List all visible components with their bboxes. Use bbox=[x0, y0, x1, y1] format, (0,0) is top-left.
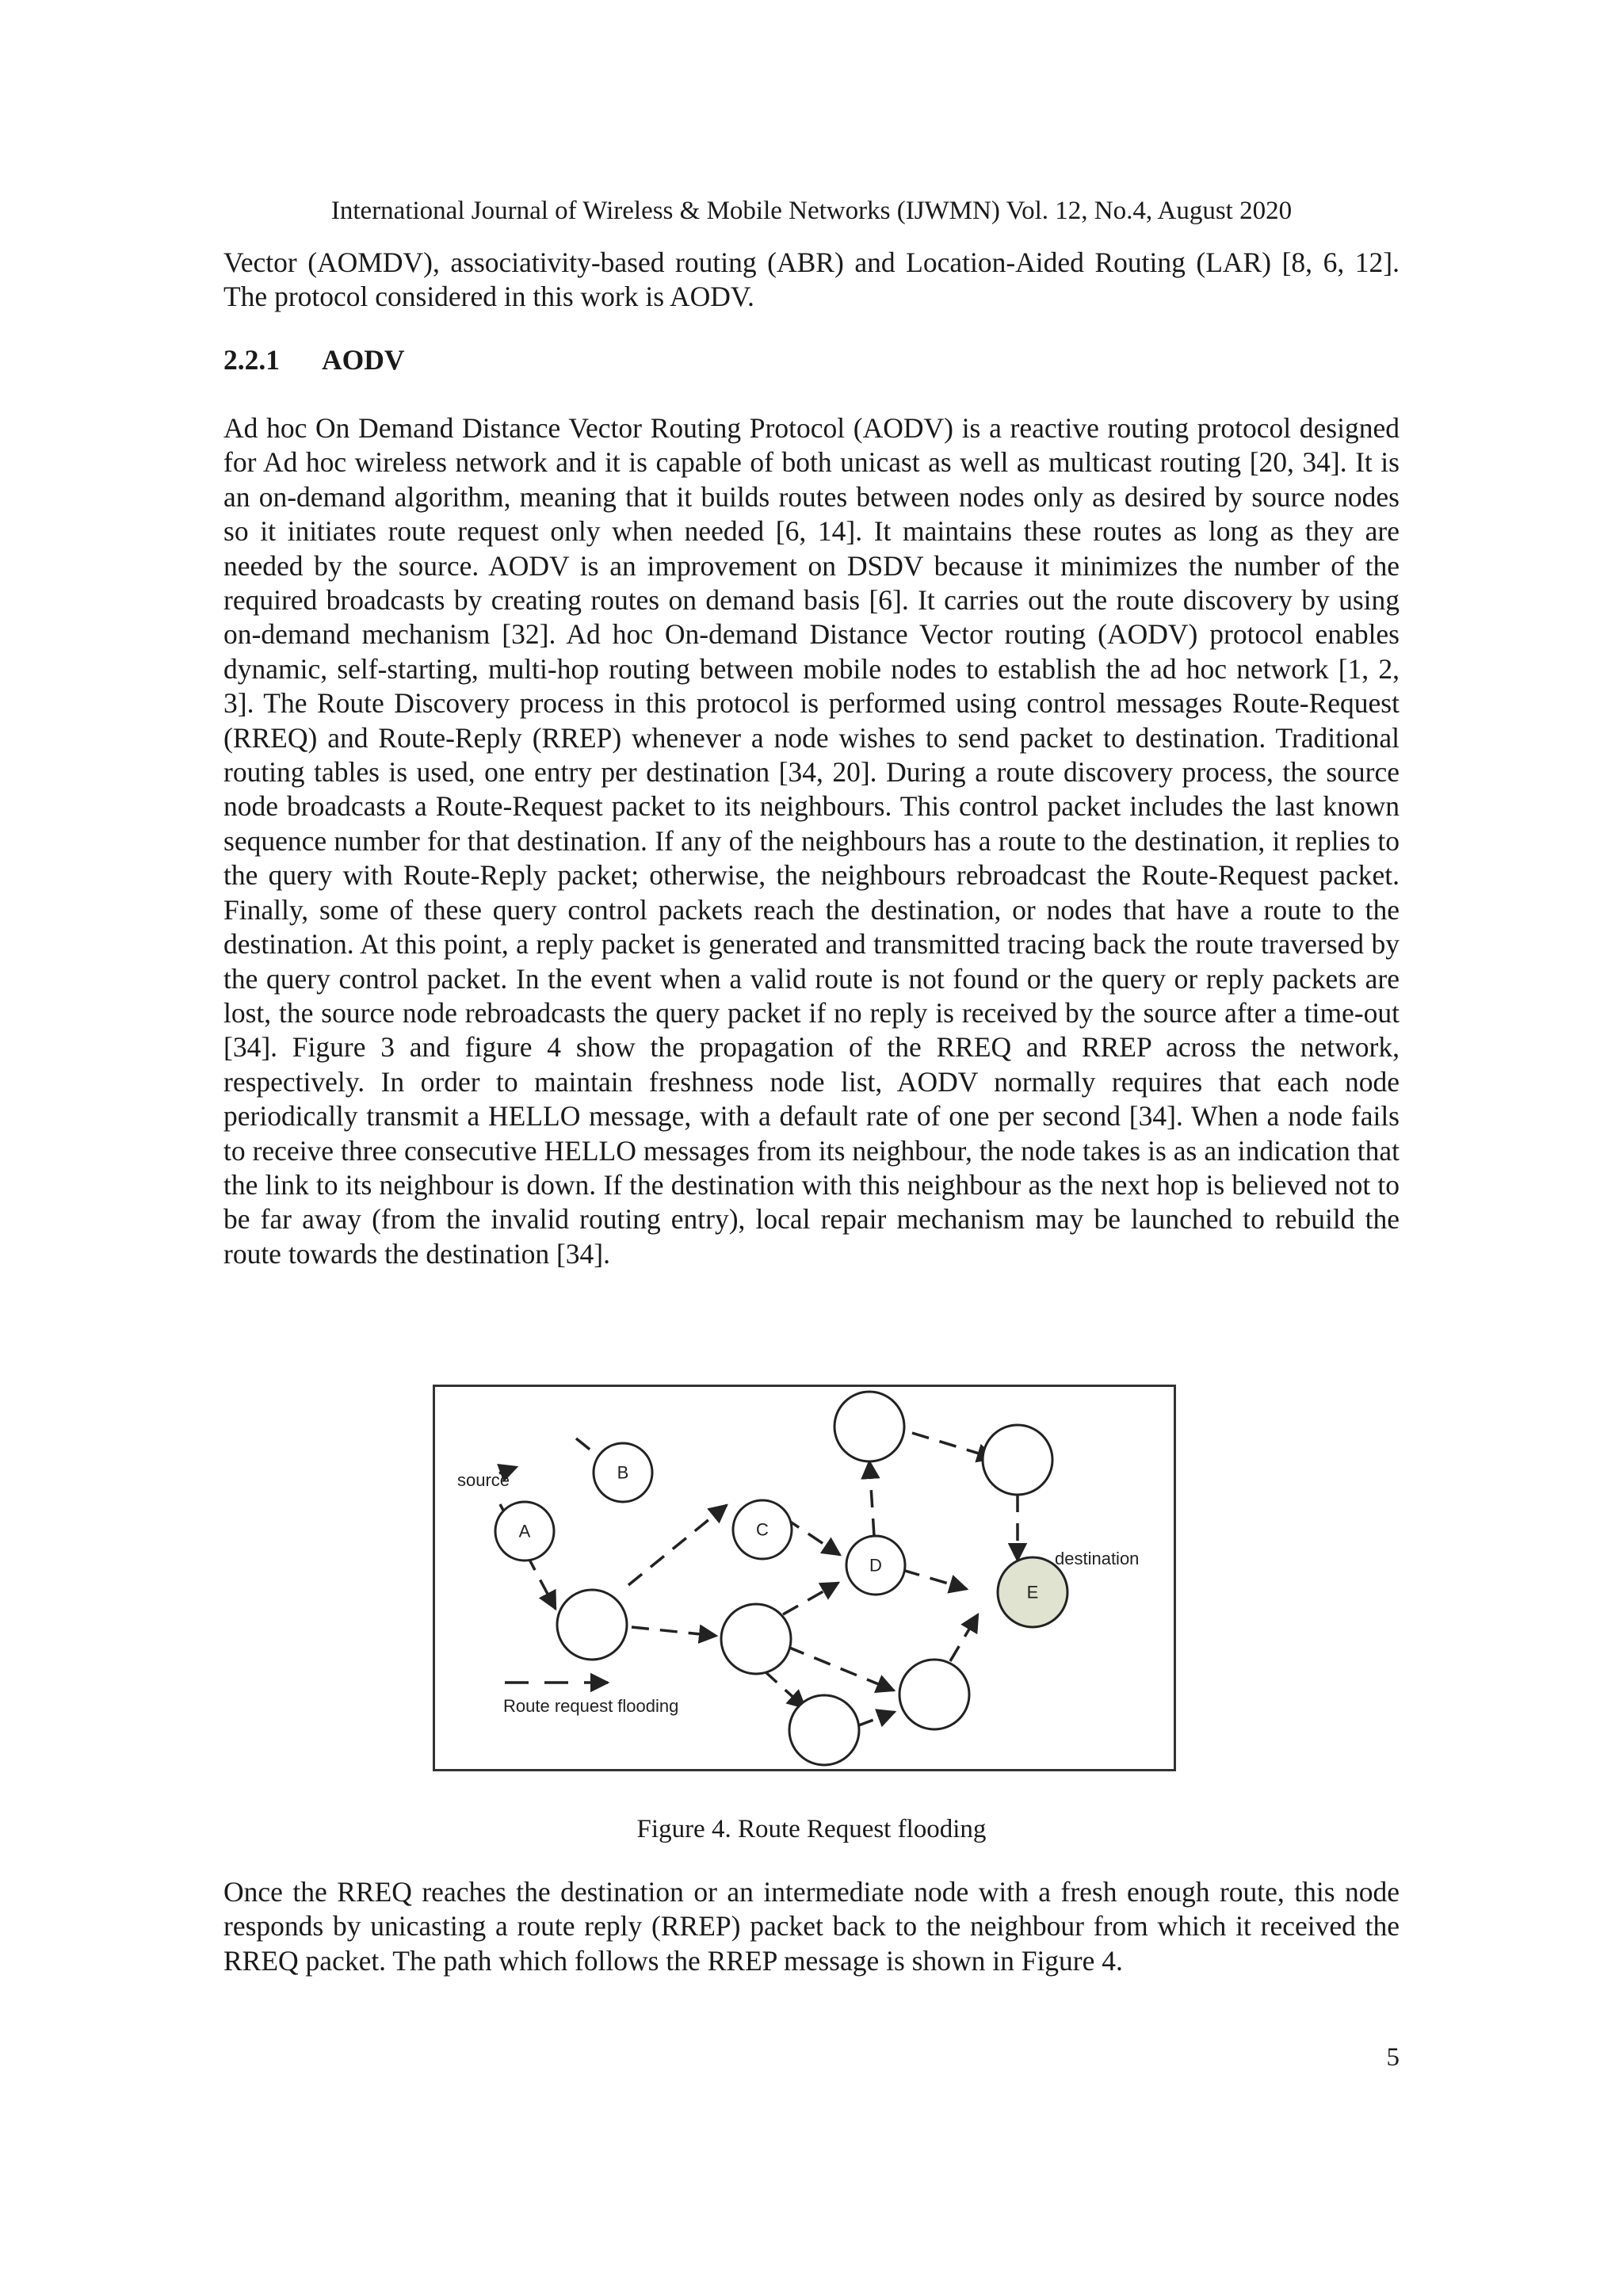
legend bbox=[503, 1683, 678, 1716]
node-bottom bbox=[789, 1695, 859, 1765]
node-middle bbox=[721, 1604, 791, 1674]
edge-mid-d bbox=[783, 1583, 838, 1614]
figure-route-request-flooding bbox=[433, 1385, 1176, 1771]
node-top bbox=[834, 1392, 904, 1461]
section-heading bbox=[223, 342, 405, 377]
edge-right-e bbox=[950, 1614, 978, 1661]
edge-d-top bbox=[869, 1461, 874, 1536]
edge-d-e bbox=[903, 1570, 967, 1589]
section-title: AODV bbox=[322, 344, 405, 376]
legend-label: Route request flooding bbox=[503, 1696, 679, 1716]
node-b-label: B bbox=[617, 1462, 629, 1483]
node-d-label: D bbox=[869, 1555, 882, 1576]
edge-lower-mid bbox=[632, 1627, 716, 1636]
edge-lower-c bbox=[628, 1505, 727, 1585]
flooding-diagram bbox=[435, 1387, 1178, 1774]
closing-paragraph: Once the RREQ reaches the destination or an intermediate node with a fresh enough route, this node responds by unicasting a route reply (RREP) packet back to the neighbour from which it received the RREQ packet. The path which follows the RREP message is shown in Figure 4. bbox=[223, 1876, 1400, 1977]
node-a-label: A bbox=[518, 1521, 531, 1541]
figure-caption: Figure 4. Route Request flooding bbox=[636, 1815, 987, 1843]
page-number: 5 bbox=[1386, 2043, 1400, 2072]
node-top-right bbox=[983, 1425, 1052, 1495]
journal-header: International Journal of Wireless & Mobile Networks (IJWMN) Vol. 12, No.4, August 2020 bbox=[330, 197, 1293, 225]
node-c-label: C bbox=[756, 1519, 769, 1540]
destination-label: destination bbox=[1055, 1549, 1140, 1568]
section-number: 2.2.1 bbox=[223, 344, 280, 376]
edge-mid-right bbox=[788, 1647, 894, 1690]
edge-mid-bottom bbox=[764, 1671, 805, 1708]
source-label: source bbox=[457, 1470, 510, 1490]
aodv-paragraph: Ad hoc On Demand Distance Vector Routing Protocol (AODV) is a reactive routing protocol designed for Ad hoc wireless network and it is capable of both unicast as well as multicast routing [20, 34]. It is an on-demand algorithm, meaning that it builds routes between nodes only as desired by source nodes so it initiates route request only when needed [6, 14]. It maintains these routes as long as they are needed by the source. AODV is an improvement on DSDV because it minimizes the number of the required broadcasts by creating routes on demand basis [6]. It carries out the route discovery by using on-demand mechanism [32]. Ad hoc On-demand Distance Vector routing (AODV) protocol enables dynamic, self-starting, multi-hop routing between mobile nodes to establish the ad hoc network [1, 2, 3]. The Route Discovery process in this protocol is performed using control messages Route-Request (RREQ) and Route-Reply (RREP) whenever a node wishes to send packet to destination. Traditional routing tables is used, one entry per destination [34, 20]. During a route discovery process, the source node broadcasts a Route-Request packet to its neighbours. This control packet includes the last known sequence number for that destination. If any of the neighbours has a route to the destination, it replies to the query with Route-Reply packet; otherwise, the neighbours rebroadcast the Route-Request packet. Finally, some of these query control packets reach the destination, or nodes that have a route to the destination. At this point, a reply packet is generated and transmitted tracing back the route traversed by the query control packet. In the event when a valid route is not found or the query or reply packets are lost, the source node rebroadcasts the query packet if no reply is received by the source after a time-out [34]. Figure 3 and figure 4 show the propagation of the RREQ and RREP across the network, respectively. In order to maintain freshness node list, AODV normally requires that each node periodically transmit a HELLO message, with a default rate of one per second [34]. When a node fails to receive three consecutive HELLO messages from its neighbour, the node takes is as an indication that the link to its neighbour is down. If the destination with this neighbour as the next hop is believed not to be far away (from the invalid routing entry), local repair mechanism may be launched to rebuild the route towards the destination [34]. bbox=[223, 412, 1400, 1270]
node-right bbox=[899, 1660, 969, 1729]
node-e-label: E bbox=[1026, 1582, 1039, 1603]
edge-bottom-right bbox=[857, 1712, 895, 1726]
intro-paragraph: Vector (AOMDV), associativity-based routing (ABR) and Location-Aided Routing (LAR) [8, 6, 12]. The protocol considered in this work is AODV. bbox=[223, 246, 1400, 313]
node-lower-left bbox=[557, 1590, 627, 1660]
